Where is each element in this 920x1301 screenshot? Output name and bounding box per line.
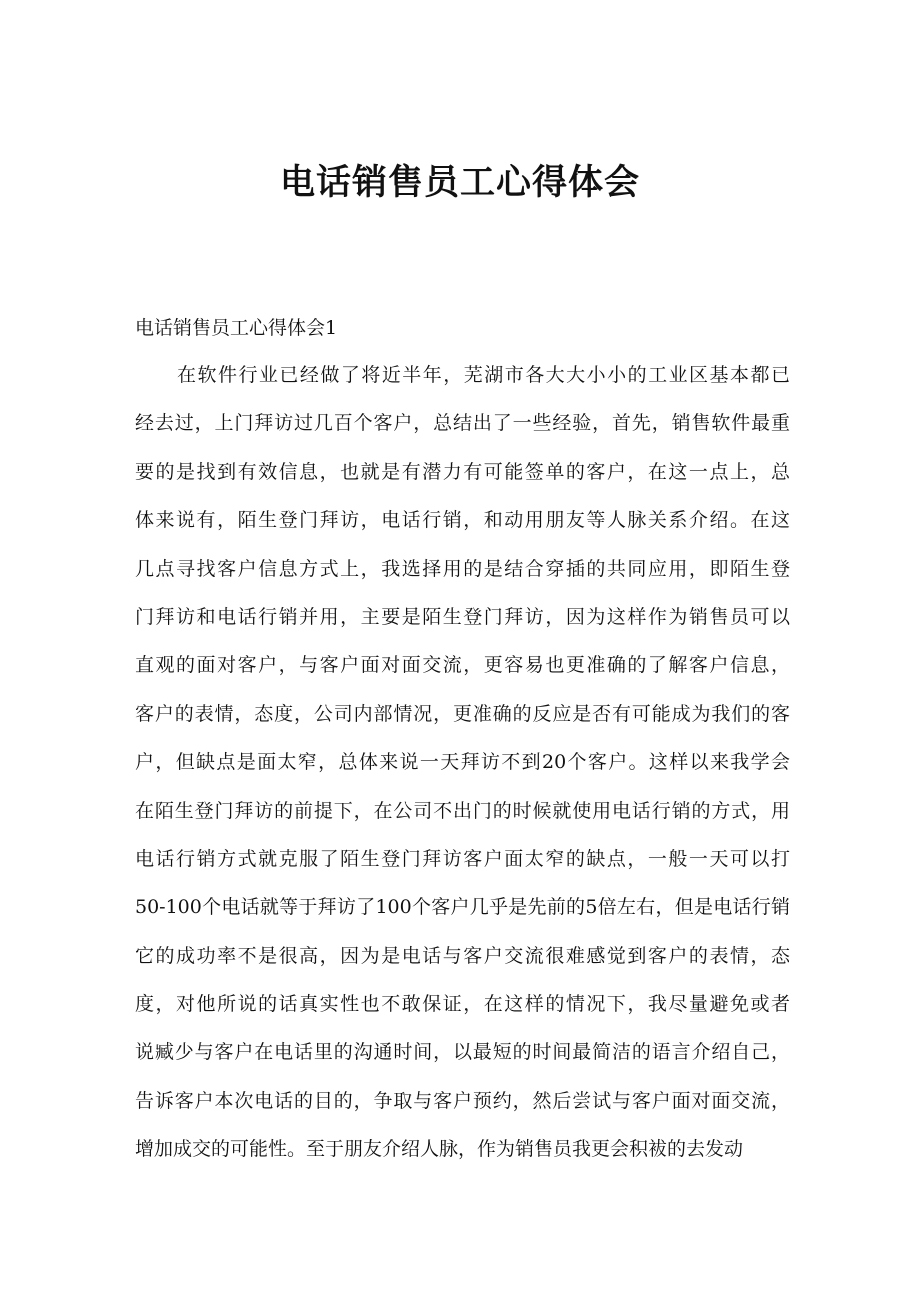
body-paragraph [135, 360, 790, 1183]
paragraph-line: 50-100个电话就等于拜访了100个客户几乎是先前的5倍左右，但是电话行销 [135, 896, 790, 919]
paragraph-line: 它的成功率不是很高，因为是电话与客户交流很难感觉到客户的表情，态 [135, 944, 790, 967]
paragraph-line: 户，但缺点是面太窄，总体来说一天拜访不到20个客户。这样以来我学会 [135, 751, 790, 774]
document-title: 电话销售员工心得体会 [279, 163, 640, 203]
paragraph-line: 几点寻找客户信息方式上，我选择用的是结合穿插的共同应用，即陌生登 [135, 557, 790, 580]
paragraph-line: 直观的面对客户，与客户面对面交流，更容易也更准确的了解客户信息， [135, 654, 790, 677]
paragraph-line: 告诉客户本次电话的目的，争取与客户预约，然后尝试与客户面对面交流， [135, 1089, 790, 1112]
paragraph-line: 体来说有，陌生登门拜访，电话行销，和动用朋友等人脉关系介绍。在这 [135, 509, 790, 532]
paragraph-line: 客户的表情，态度，公司内部情况，更准确的反应是否有可能成为我们的客 [135, 702, 790, 725]
paragraph-line: 增加成交的可能性。至于朋友介绍人脉，作为销售员我更会积袚的去发动 [135, 1138, 744, 1161]
paragraph-line: 电话行销方式就克服了陌生登门拜访客户面太窄的缺点，一般一天可以打 [135, 847, 790, 870]
section-heading: 电话销售员工心得体会1 [135, 317, 338, 339]
paragraph-line: 说臧少与客户在电话里的沟通时间，以最短的时间最简洁的语言介绍自己， [135, 1041, 790, 1064]
paragraph-line: 在软件行业已经做了将近半年，芜湖市各大大小小的工业区基本都已 [177, 364, 790, 386]
paragraph-line: 门拜访和电话行销并用，主要是陌生登门拜访，因为这样作为销售员可以 [135, 605, 790, 628]
paragraph-line: 在陌生登门拜访的前提下，在公司不出门的时候就使用电话行销的方式，用 [135, 799, 790, 822]
paragraph-line: 经去过，上门拜访过几百个客户，总结出了一些经验，首先，销售软件最重 [135, 412, 790, 435]
paragraph-line: 度，对他所说的话真实性也不敢保证，在这样的情况下，我尽量避免或者 [135, 993, 790, 1016]
paragraph-line: 要的是找到有效信息，也就是有潜力有可能签单的客户，在这一点上，总 [135, 460, 790, 483]
